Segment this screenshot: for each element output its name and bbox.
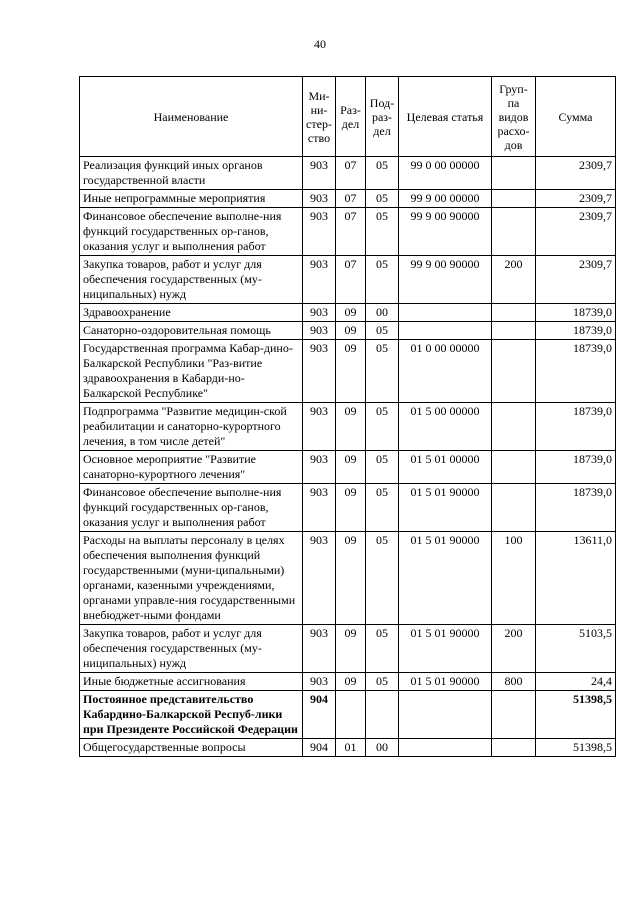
header-name: Наименование: [80, 77, 303, 157]
table-row: [80, 739, 616, 757]
cell-ministry: 903: [303, 451, 336, 484]
table-row: [80, 157, 616, 190]
cell-ministry: 903: [303, 625, 336, 673]
header-row: [80, 77, 616, 157]
cell-subsection: [366, 691, 399, 739]
budget-table: [79, 76, 616, 757]
cell-expense-group: 200: [492, 625, 536, 673]
cell-subsection: 05: [366, 484, 399, 532]
cell-expense-group: 200: [492, 256, 536, 304]
cell-section: 09: [336, 403, 366, 451]
cell-section: 09: [336, 322, 366, 340]
cell-target: 99 9 00 00000: [399, 190, 492, 208]
cell-ministry: 903: [303, 190, 336, 208]
cell-name: Финансовое обеспечение выполне-ния функций государственных ор-ганов, оказания услуг и выполнения работ: [80, 484, 303, 532]
cell-amount: 2309,7: [536, 157, 616, 190]
cell-name: Подпрограмма "Развитие медицин-ской реабилитации и санаторно-курортного лечения, в том числе детей": [80, 403, 303, 451]
cell-amount: 51398,5: [536, 691, 616, 739]
cell-target: 99 0 00 00000: [399, 157, 492, 190]
cell-name: Здравоохранение: [80, 304, 303, 322]
cell-name: Постоянное представительство Кабардино-Балкарской Респуб-лики при Президенте Российской Федерации: [80, 691, 303, 739]
cell-expense-group: [492, 322, 536, 340]
cell-subsection: 05: [366, 322, 399, 340]
table-row: [80, 256, 616, 304]
cell-subsection: 05: [366, 157, 399, 190]
cell-section: 09: [336, 673, 366, 691]
cell-subsection: 05: [366, 673, 399, 691]
cell-subsection: 00: [366, 304, 399, 322]
header-target: Целевая статья: [399, 77, 492, 157]
cell-section: 09: [336, 484, 366, 532]
cell-subsection: 05: [366, 403, 399, 451]
cell-name: Основное мероприятие "Развитие санаторно-курортного лечения": [80, 451, 303, 484]
cell-name: Общегосударственные вопросы: [80, 739, 303, 757]
cell-amount: 13611,0: [536, 532, 616, 625]
cell-expense-group: [492, 484, 536, 532]
table-row: [80, 208, 616, 256]
cell-amount: 2309,7: [536, 190, 616, 208]
cell-amount: 2309,7: [536, 256, 616, 304]
cell-amount: 18739,0: [536, 484, 616, 532]
cell-ministry: 903: [303, 532, 336, 625]
cell-amount: 18739,0: [536, 304, 616, 322]
header-subsection: Под-раз-дел: [366, 77, 399, 157]
cell-expense-group: 100: [492, 532, 536, 625]
cell-section: 09: [336, 625, 366, 673]
cell-target: 01 5 01 90000: [399, 532, 492, 625]
cell-name: Финансовое обеспечение выполне-ния функций государственных ор-ганов, оказания услуг и выполнения работ: [80, 208, 303, 256]
cell-expense-group: [492, 208, 536, 256]
cell-target: 99 9 00 90000: [399, 256, 492, 304]
cell-ministry: 903: [303, 673, 336, 691]
cell-ministry: 903: [303, 304, 336, 322]
table-row: [80, 304, 616, 322]
table-row: [80, 340, 616, 403]
cell-target: [399, 304, 492, 322]
table-row: [80, 625, 616, 673]
table-row: [80, 673, 616, 691]
table-row: [80, 691, 616, 739]
cell-ministry: 903: [303, 157, 336, 190]
cell-subsection: 05: [366, 256, 399, 304]
cell-amount: 2309,7: [536, 208, 616, 256]
cell-name: Государственная программа Кабар-дино-Балкарской Республики "Раз-витие здравоохранения в Кабарди-но-Балкарской Республике": [80, 340, 303, 403]
cell-section: 09: [336, 340, 366, 403]
header-amount: Сумма: [536, 77, 616, 157]
cell-target: [399, 322, 492, 340]
header-ministry: Ми-ни-стер-ство: [303, 77, 336, 157]
cell-section: 07: [336, 256, 366, 304]
cell-subsection: 05: [366, 625, 399, 673]
cell-ministry: 903: [303, 403, 336, 451]
cell-section: 09: [336, 532, 366, 625]
cell-target: 01 5 01 90000: [399, 625, 492, 673]
cell-name: Иные бюджетные ассигнования: [80, 673, 303, 691]
cell-expense-group: [492, 304, 536, 322]
cell-ministry: 904: [303, 739, 336, 757]
cell-ministry: 903: [303, 322, 336, 340]
cell-subsection: 00: [366, 739, 399, 757]
cell-amount: 18739,0: [536, 340, 616, 403]
cell-target: 01 5 00 00000: [399, 403, 492, 451]
cell-section: 09: [336, 304, 366, 322]
cell-target: 01 5 01 00000: [399, 451, 492, 484]
cell-subsection: 05: [366, 532, 399, 625]
page-number: 40: [314, 37, 326, 51]
cell-ministry: 903: [303, 256, 336, 304]
cell-target: 01 5 01 90000: [399, 673, 492, 691]
cell-expense-group: [492, 340, 536, 403]
cell-section: 07: [336, 190, 366, 208]
cell-name: Закупка товаров, работ и услуг для обеспечения государственных (му-ниципальных) нужд: [80, 256, 303, 304]
table-row: [80, 403, 616, 451]
cell-target: [399, 691, 492, 739]
cell-expense-group: [492, 691, 536, 739]
header-expense-group: Груп-па видов расхо-дов: [492, 77, 536, 157]
cell-ministry: 903: [303, 484, 336, 532]
cell-name: Реализация функций иных органов государственной власти: [80, 157, 303, 190]
cell-expense-group: [492, 451, 536, 484]
table-row: [80, 532, 616, 625]
cell-section: 07: [336, 157, 366, 190]
cell-subsection: 05: [366, 208, 399, 256]
header-section: Раз-дел: [336, 77, 366, 157]
cell-subsection: 05: [366, 451, 399, 484]
cell-name: Иные непрограммные мероприятия: [80, 190, 303, 208]
table-row: [80, 322, 616, 340]
cell-subsection: 05: [366, 190, 399, 208]
cell-ministry: 903: [303, 340, 336, 403]
cell-target: 01 5 01 90000: [399, 484, 492, 532]
cell-section: [336, 691, 366, 739]
table-row: [80, 190, 616, 208]
cell-subsection: 05: [366, 340, 399, 403]
cell-amount: 18739,0: [536, 403, 616, 451]
cell-expense-group: [492, 190, 536, 208]
cell-ministry: 903: [303, 208, 336, 256]
cell-name: Санаторно-оздоровительная помощь: [80, 322, 303, 340]
cell-expense-group: [492, 157, 536, 190]
cell-target: 99 9 00 90000: [399, 208, 492, 256]
cell-expense-group: [492, 739, 536, 757]
cell-expense-group: 800: [492, 673, 536, 691]
cell-target: [399, 739, 492, 757]
cell-name: Расходы на выплаты персоналу в целях обеспечения выполнения функций государственными (муни-ципальными) органами, казенными учреждениями, органами управле-ния государственными внебюджет-ными фондами: [80, 532, 303, 625]
cell-amount: 24,4: [536, 673, 616, 691]
cell-expense-group: [492, 403, 536, 451]
cell-ministry: 904: [303, 691, 336, 739]
cell-section: 09: [336, 451, 366, 484]
cell-amount: 18739,0: [536, 322, 616, 340]
cell-amount: 51398,5: [536, 739, 616, 757]
cell-name: Закупка товаров, работ и услуг для обеспечения государственных (му-ниципальных) нужд: [80, 625, 303, 673]
cell-section: 07: [336, 208, 366, 256]
cell-amount: 5103,5: [536, 625, 616, 673]
cell-target: 01 0 00 00000: [399, 340, 492, 403]
table-row: [80, 451, 616, 484]
table-row: [80, 484, 616, 532]
cell-amount: 18739,0: [536, 451, 616, 484]
cell-section: 01: [336, 739, 366, 757]
